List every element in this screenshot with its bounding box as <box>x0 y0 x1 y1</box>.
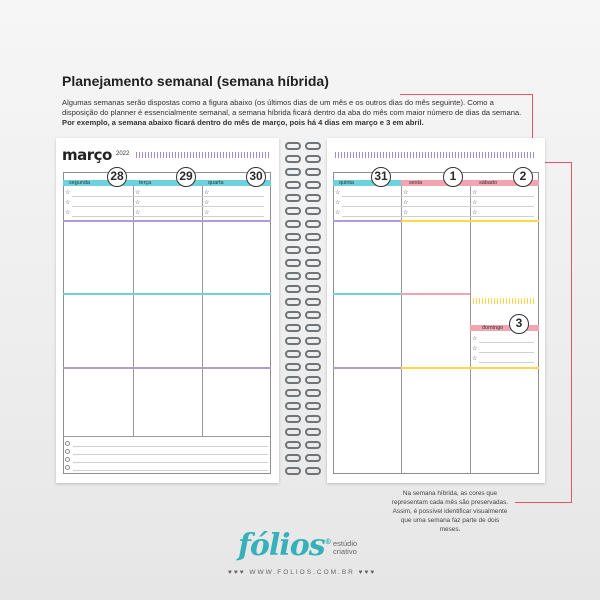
task-line <box>72 206 264 207</box>
checkbox-icon <box>65 457 70 462</box>
section-divider <box>63 436 271 437</box>
star-icon: ☆ <box>65 200 71 206</box>
right-planner-page <box>327 138 545 483</box>
day-number-30: 30 <box>246 167 266 187</box>
day-label-sexta: sexta <box>409 180 423 186</box>
day-number-28: 28 <box>107 167 127 187</box>
brand-sub-1: estúdio <box>333 539 358 548</box>
day-number-3: 3 <box>509 314 529 334</box>
intro-line-2: Como a disposição do planner é essencialmente semanal, a semana híbrida ficará dentro da aba do mês com maior número de dias da semana. <box>62 98 522 117</box>
left-planner-page <box>56 138 279 483</box>
day-label-terca: terça <box>139 180 152 186</box>
star-icon: ☆ <box>204 190 210 196</box>
day-label-domingo: domingo <box>482 325 504 331</box>
star-icon: ☆ <box>472 190 478 196</box>
brand-sub-2: criativo <box>333 547 357 556</box>
day-number-1: 1 <box>443 167 463 187</box>
day-label-segunda: segunda <box>69 180 91 186</box>
task-line <box>342 196 534 197</box>
day-label-quinta: quinta <box>339 180 354 186</box>
brand-mark: ® <box>324 537 331 546</box>
year-label: 2022 <box>116 151 130 157</box>
star-icon: ☆ <box>472 210 478 216</box>
checkbox-icon <box>65 449 70 454</box>
star-icon: ☆ <box>335 210 341 216</box>
star-icon: ☆ <box>335 200 341 206</box>
star-icon: ☆ <box>403 190 409 196</box>
note-line <box>73 470 268 471</box>
day-number-31: 31 <box>371 167 391 187</box>
task-line <box>342 216 534 217</box>
intro-text <box>62 98 522 128</box>
brand-logo <box>238 528 331 563</box>
star-icon: ☆ <box>472 346 478 352</box>
callout-line-right-v <box>571 162 572 502</box>
star-icon: ☆ <box>135 200 141 206</box>
star-icon: ☆ <box>204 200 210 206</box>
section-bar-yellow <box>401 367 539 369</box>
callout-line-top <box>400 94 532 95</box>
header-hatch-right <box>335 152 535 158</box>
header-hatch-left <box>136 152 271 158</box>
callout-line-right-h <box>543 162 571 163</box>
checkbox-icon <box>65 441 70 446</box>
task-line <box>479 362 534 363</box>
note-line <box>73 454 268 455</box>
section-bar-purple <box>63 367 271 369</box>
section-bar-yellow <box>401 220 539 222</box>
star-icon: ☆ <box>403 200 409 206</box>
section-bar-blue <box>63 293 271 295</box>
callout-note: Na semana híbrida, as cores que representam cada mês são preservadas. Assim, é possível identificar visualmente que uma semana faz parte de dois meses. <box>391 490 509 533</box>
brand-name: fólios <box>238 528 325 563</box>
task-line <box>479 342 534 343</box>
page-title: Planejamento semanal (semana híbrida) <box>62 73 329 89</box>
brand-site[interactable]: ♥♥♥ WWW.FOLIOS.COM.BR ♥♥♥ <box>228 569 377 576</box>
task-line <box>72 196 264 197</box>
star-icon: ☆ <box>135 210 141 216</box>
star-icon: ☆ <box>135 190 141 196</box>
month-title: março <box>62 146 112 164</box>
star-icon: ☆ <box>472 200 478 206</box>
spiral-binding <box>283 138 323 483</box>
section-bar-pink <box>401 293 470 295</box>
star-icon: ☆ <box>403 210 409 216</box>
section-bar-purple <box>333 220 401 222</box>
day-label-sabado: sábado <box>479 180 498 186</box>
intro-line-1: Algumas semanas serão dispostas como a figura abaixo (os últimos dias de um mês e os outros dias do mês seguinte). <box>62 98 466 107</box>
day-label-quarta: quarta <box>208 180 224 186</box>
column-divider <box>202 186 203 436</box>
brand-subtitle <box>333 540 357 556</box>
section-bar-purple <box>333 367 401 369</box>
star-icon: ☆ <box>204 210 210 216</box>
star-icon: ☆ <box>65 210 71 216</box>
note-line <box>73 446 268 447</box>
day-number-2: 2 <box>513 167 533 187</box>
task-line <box>72 216 264 217</box>
task-line <box>342 206 534 207</box>
column-divider <box>401 186 402 474</box>
section-bar-blue <box>333 293 401 295</box>
day-number-29: 29 <box>176 167 196 187</box>
intro-example: Por exemplo, a semana abaixo ficará dentro do mês de março, pois há 4 dias em março e 3 em abril. <box>62 118 424 127</box>
column-divider <box>133 186 134 436</box>
star-icon: ☆ <box>472 356 478 362</box>
checkbox-icon <box>65 465 70 470</box>
domingo-hatch <box>473 298 535 304</box>
day-header-bar <box>63 180 271 186</box>
section-bar-purple <box>63 220 271 222</box>
star-icon: ☆ <box>472 336 478 342</box>
star-icon: ☆ <box>65 190 71 196</box>
callout-line-bottom <box>515 502 572 503</box>
task-line <box>479 352 534 353</box>
note-line <box>73 462 268 463</box>
left-grid-border <box>63 172 271 474</box>
star-icon: ☆ <box>335 190 341 196</box>
